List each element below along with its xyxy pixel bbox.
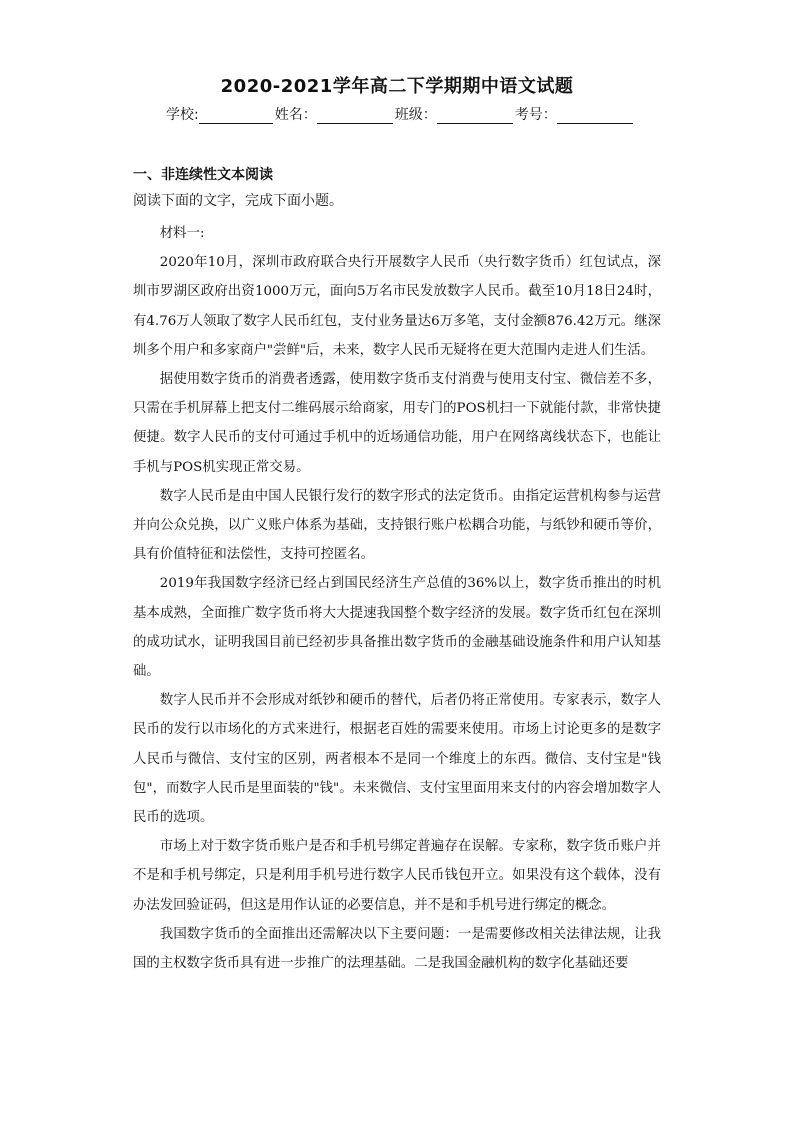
school-blank — [199, 107, 273, 124]
exam-number-label: 考号： — [514, 107, 557, 123]
section-heading: 一、非连续性文本阅读 — [133, 167, 273, 183]
page-title: 2020-2021学年高二下学期期中语文试题 — [220, 76, 574, 97]
material-label: 材料一: — [159, 226, 205, 241]
paragraph: 2019年我国数字经济已经占到国民经济生产总值的36%以上，数字货币推出的时机基本成熟，全面推广数字货币将大大提速我国整个数字经济的发展。数字货币红包在深圳的成功试水，证明我国目前已经初步具备推出数字货币的金融基础设施条件和用户认知基础。 — [133, 576, 661, 680]
paragraph: 市场上对于数字货币账户是否和手机号绑定普遍存在误解。专家称，数字货币账户并不是和手机号绑定，只是利用手机号进行数字人民币钱包开立。如果没有这个载体，没有办法发回验证码，但这是用作认证的必要信息，并不是和手机号进行绑定的概念。 — [133, 839, 661, 913]
paragraph: 2020年10月，深圳市政府联合央行开展数字人民币（央行数字货币）红包试点，深圳市罗湖区政府出资1000万元，面向5万名市民发放数字人民币。截至10月18日24时，有4.76万人领取了数字人民币红包，支付业务量达6万多笔，支付金额876.42万元。继深圳多个用户和多家商户"尝鲜"后，未来，数字人民币无疑将在更大范围内走进人们生活。 — [133, 255, 661, 358]
reading-passage — [133, 219, 661, 978]
class-label: 班级： — [394, 107, 437, 123]
name-blank — [317, 107, 393, 124]
exam-number-blank — [557, 107, 633, 124]
student-info-row — [166, 104, 635, 124]
paragraph: 据使用数字货币的消费者透露，使用数字货币支付消费与使用支付宝、微信差不多，只需在手机屏幕上把支付二维码展示给商家，用专门的POS机扫一下就能付款，非常快捷便捷。数字人民币的支付可通过手机中的近场通信功能，用户在网络离线状态下，也能让手机与POS机实现正常交易。 — [133, 372, 661, 475]
paragraph: 数字人民币并不会形成对纸钞和硬币的替代，后者仍将正常使用。专家表示，数字人民币的发行以市场化的方式来进行，根据老百姓的需要来使用。市场上讨论更多的是数字人民币与微信、支付宝的区别，两者根本不是同一个维度上的东西。微信、支付宝是"钱包"，而数字人民币是里面装的"钱"。未来微信、支付宝里面用来支付的内容会增加数字人民币的选项。 — [133, 693, 661, 826]
class-blank — [437, 107, 513, 124]
paragraph: 数字人民币是由中国人民银行发行的数字形式的法定货币。由指定运营机构参与运营并向公众兑换，以广义账户体系为基础，支持银行账户松耦合功能，与纸钞和硬币等价，具有价值特征和法偿性，支持可控匿名。 — [133, 488, 661, 563]
reading-instruction: 阅读下面的文字，完成下面小题。 — [133, 193, 343, 209]
paragraph: 我国数字货币的全面推出还需解决以下主要问题：一是需要修改相关法律法规，让我国的主权数字货币具有进一步推广的法理基础。二是我国金融机构的数字化基础还要 — [133, 926, 661, 972]
school-label: 学校: — [166, 107, 199, 123]
name-label: 姓名： — [274, 107, 317, 123]
